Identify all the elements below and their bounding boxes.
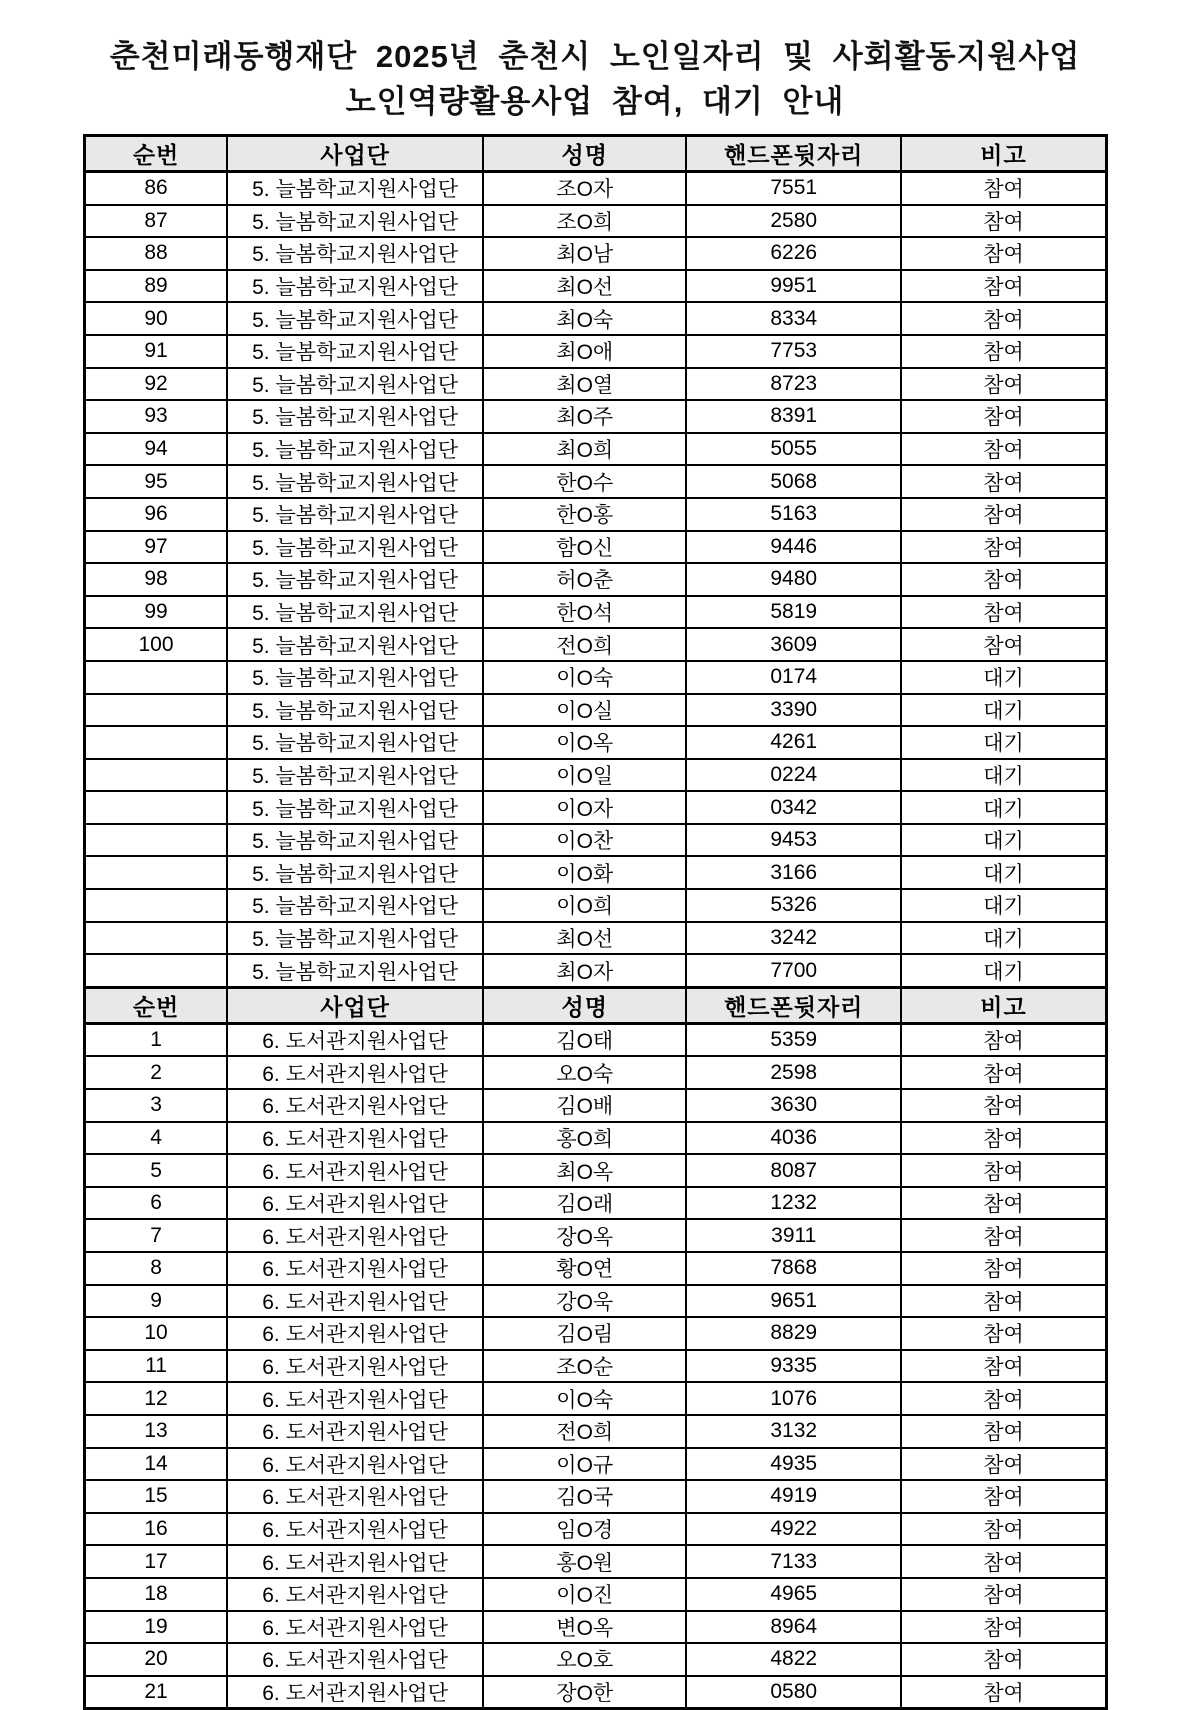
cell-seq: 17 xyxy=(85,1545,228,1578)
cell-phone: 3630 xyxy=(686,1089,901,1122)
cell-seq: 10 xyxy=(85,1317,228,1350)
cell-name: 이O진 xyxy=(483,1578,686,1611)
cell-name: 최O자 xyxy=(483,954,686,987)
cell-group: 6. 도서관지원사업단 xyxy=(227,1480,483,1513)
cell-note: 참여 xyxy=(901,498,1106,531)
cell-seq: 97 xyxy=(85,531,228,564)
table-row xyxy=(85,1350,1107,1383)
cell-note: 참여 xyxy=(901,1611,1106,1644)
cell-phone: 3242 xyxy=(686,922,901,955)
cell-note: 참여 xyxy=(901,205,1106,238)
cell-phone: 3132 xyxy=(686,1415,901,1448)
cell-note: 참여 xyxy=(901,1122,1106,1155)
cell-note: 참여 xyxy=(901,1545,1106,1578)
table-row xyxy=(85,400,1107,433)
cell-note: 참여 xyxy=(901,1578,1106,1611)
cell-seq: 92 xyxy=(85,368,228,401)
cell-seq: 99 xyxy=(85,596,228,629)
cell-phone: 7133 xyxy=(686,1545,901,1578)
cell-name: 최O애 xyxy=(483,335,686,368)
cell-name: 김O국 xyxy=(483,1480,686,1513)
page-title xyxy=(0,0,1190,124)
cell-note: 참여 xyxy=(901,368,1106,401)
cell-note: 참여 xyxy=(901,531,1106,564)
cell-group: 6. 도서관지원사업단 xyxy=(227,1317,483,1350)
cell-name: 허O춘 xyxy=(483,563,686,596)
cell-name: 임O경 xyxy=(483,1513,686,1546)
header-cell-2: 성명 xyxy=(483,136,686,172)
cell-seq: 88 xyxy=(85,237,228,270)
cell-note: 참여 xyxy=(901,335,1106,368)
cell-phone: 2598 xyxy=(686,1056,901,1089)
cell-name: 황O연 xyxy=(483,1252,686,1285)
table-row xyxy=(85,172,1107,205)
cell-seq: 4 xyxy=(85,1122,228,1155)
cell-group: 5. 늘봄학교지원사업단 xyxy=(227,856,483,889)
table-row xyxy=(85,889,1107,922)
cell-name: 이O규 xyxy=(483,1448,686,1481)
cell-note: 참여 xyxy=(901,1285,1106,1318)
cell-phone: 5326 xyxy=(686,889,901,922)
cell-seq: 18 xyxy=(85,1578,228,1611)
cell-seq: 91 xyxy=(85,335,228,368)
cell-group: 5. 늘봄학교지원사업단 xyxy=(227,270,483,303)
cell-phone: 1076 xyxy=(686,1382,901,1415)
cell-group: 5. 늘봄학교지원사업단 xyxy=(227,433,483,466)
cell-group: 5. 늘봄학교지원사업단 xyxy=(227,205,483,238)
cell-group: 6. 도서관지원사업단 xyxy=(227,1089,483,1122)
cell-phone: 0580 xyxy=(686,1676,901,1709)
cell-seq: 7 xyxy=(85,1219,228,1252)
cell-note: 참여 xyxy=(901,1023,1106,1056)
table-row xyxy=(85,1643,1107,1676)
cell-phone: 9453 xyxy=(686,824,901,857)
cell-phone: 0174 xyxy=(686,661,901,694)
cell-name: 함O신 xyxy=(483,531,686,564)
cell-group: 5. 늘봄학교지원사업단 xyxy=(227,694,483,727)
cell-group: 5. 늘봄학교지원사업단 xyxy=(227,791,483,824)
cell-group: 6. 도서관지원사업단 xyxy=(227,1350,483,1383)
cell-note: 참여 xyxy=(901,1219,1106,1252)
table-row xyxy=(85,1023,1107,1056)
header-cell-3: 핸드폰뒷자리 xyxy=(686,987,901,1023)
cell-name: 최O주 xyxy=(483,400,686,433)
cell-note: 참여 xyxy=(901,1056,1106,1089)
table-row xyxy=(85,302,1107,335)
cell-note: 참여 xyxy=(901,1480,1106,1513)
cell-seq: 98 xyxy=(85,563,228,596)
cell-phone: 3609 xyxy=(686,628,901,661)
cell-seq xyxy=(85,954,228,987)
cell-name: 조O순 xyxy=(483,1350,686,1383)
cell-seq: 93 xyxy=(85,400,228,433)
cell-seq: 15 xyxy=(85,1480,228,1513)
cell-group: 6. 도서관지원사업단 xyxy=(227,1415,483,1448)
cell-name: 전O희 xyxy=(483,628,686,661)
cell-note: 대기 xyxy=(901,759,1106,792)
cell-note: 대기 xyxy=(901,889,1106,922)
cell-note: 참여 xyxy=(901,596,1106,629)
cell-seq: 1 xyxy=(85,1023,228,1056)
cell-name: 이O실 xyxy=(483,694,686,727)
cell-group: 6. 도서관지원사업단 xyxy=(227,1122,483,1155)
cell-phone: 9446 xyxy=(686,531,901,564)
cell-note: 대기 xyxy=(901,791,1106,824)
table-row xyxy=(85,694,1107,727)
cell-seq xyxy=(85,726,228,759)
cell-name: 이O옥 xyxy=(483,726,686,759)
table-row xyxy=(85,628,1107,661)
cell-seq: 6 xyxy=(85,1187,228,1220)
cell-group: 5. 늘봄학교지원사업단 xyxy=(227,302,483,335)
cell-phone: 9651 xyxy=(686,1285,901,1318)
header-cell-1: 사업단 xyxy=(227,987,483,1023)
cell-seq: 100 xyxy=(85,628,228,661)
table-row xyxy=(85,1611,1107,1644)
cell-note: 대기 xyxy=(901,954,1106,987)
table-row xyxy=(85,954,1107,987)
cell-seq: 94 xyxy=(85,433,228,466)
table-row xyxy=(85,1285,1107,1318)
cell-phone: 4036 xyxy=(686,1122,901,1155)
cell-group: 6. 도서관지원사업단 xyxy=(227,1154,483,1187)
cell-group: 5. 늘봄학교지원사업단 xyxy=(227,922,483,955)
cell-group: 5. 늘봄학교지원사업단 xyxy=(227,368,483,401)
cell-name: 최O선 xyxy=(483,922,686,955)
cell-phone: 5163 xyxy=(686,498,901,531)
cell-note: 참여 xyxy=(901,302,1106,335)
cell-name: 김O배 xyxy=(483,1089,686,1122)
cell-group: 6. 도서관지원사업단 xyxy=(227,1219,483,1252)
cell-name: 한O수 xyxy=(483,465,686,498)
table-row xyxy=(85,1415,1107,1448)
table-row xyxy=(85,1676,1107,1709)
cell-name: 한O석 xyxy=(483,596,686,629)
cell-phone: 4261 xyxy=(686,726,901,759)
table-row xyxy=(85,1480,1107,1513)
cell-name: 오O숙 xyxy=(483,1056,686,1089)
header-row xyxy=(85,136,1107,172)
header-cell-3: 핸드폰뒷자리 xyxy=(686,136,901,172)
table-row xyxy=(85,856,1107,889)
cell-name: 오O호 xyxy=(483,1643,686,1676)
cell-group: 6. 도서관지원사업단 xyxy=(227,1513,483,1546)
cell-group: 5. 늘봄학교지원사업단 xyxy=(227,759,483,792)
cell-phone: 4922 xyxy=(686,1513,901,1546)
cell-phone: 3911 xyxy=(686,1219,901,1252)
table-row xyxy=(85,661,1107,694)
cell-seq: 16 xyxy=(85,1513,228,1546)
cell-seq: 20 xyxy=(85,1643,228,1676)
cell-name: 최O선 xyxy=(483,270,686,303)
cell-seq: 87 xyxy=(85,205,228,238)
cell-note: 참여 xyxy=(901,1382,1106,1415)
table-row xyxy=(85,824,1107,857)
cell-note: 대기 xyxy=(901,661,1106,694)
table-row xyxy=(85,922,1107,955)
cell-name: 최O옥 xyxy=(483,1154,686,1187)
cell-seq xyxy=(85,661,228,694)
cell-phone: 3390 xyxy=(686,694,901,727)
cell-group: 5. 늘봄학교지원사업단 xyxy=(227,954,483,987)
table-row xyxy=(85,1252,1107,1285)
cell-seq xyxy=(85,922,228,955)
cell-note: 참여 xyxy=(901,1676,1106,1709)
table-row xyxy=(85,1089,1107,1122)
cell-name: 최O희 xyxy=(483,433,686,466)
cell-seq xyxy=(85,889,228,922)
cell-name: 홍O원 xyxy=(483,1545,686,1578)
table-row xyxy=(85,498,1107,531)
cell-phone: 5359 xyxy=(686,1023,901,1056)
cell-seq: 95 xyxy=(85,465,228,498)
table-row xyxy=(85,1448,1107,1481)
cell-phone: 6226 xyxy=(686,237,901,270)
cell-group: 5. 늘봄학교지원사업단 xyxy=(227,596,483,629)
cell-phone: 5055 xyxy=(686,433,901,466)
cell-seq: 89 xyxy=(85,270,228,303)
header-cell-2: 성명 xyxy=(483,987,686,1023)
cell-phone: 4822 xyxy=(686,1643,901,1676)
cell-note: 대기 xyxy=(901,922,1106,955)
cell-phone: 7551 xyxy=(686,172,901,205)
cell-group: 6. 도서관지원사업단 xyxy=(227,1056,483,1089)
cell-seq xyxy=(85,694,228,727)
cell-name: 이O희 xyxy=(483,889,686,922)
cell-seq: 8 xyxy=(85,1252,228,1285)
cell-note: 참여 xyxy=(901,628,1106,661)
cell-phone: 4965 xyxy=(686,1578,901,1611)
cell-phone: 4935 xyxy=(686,1448,901,1481)
cell-group: 6. 도서관지원사업단 xyxy=(227,1611,483,1644)
cell-phone: 9480 xyxy=(686,563,901,596)
cell-seq xyxy=(85,791,228,824)
cell-note: 참여 xyxy=(901,172,1106,205)
table-row xyxy=(85,596,1107,629)
cell-phone: 8964 xyxy=(686,1611,901,1644)
cell-group: 5. 늘봄학교지원사업단 xyxy=(227,563,483,596)
cell-name: 이O화 xyxy=(483,856,686,889)
cell-group: 5. 늘봄학교지원사업단 xyxy=(227,498,483,531)
cell-phone: 8087 xyxy=(686,1154,901,1187)
cell-phone: 9951 xyxy=(686,270,901,303)
header-cell-4: 비고 xyxy=(901,136,1106,172)
table-row xyxy=(85,1545,1107,1578)
cell-name: 이O숙 xyxy=(483,661,686,694)
cell-phone: 8723 xyxy=(686,368,901,401)
cell-name: 홍O희 xyxy=(483,1122,686,1155)
cell-note: 참여 xyxy=(901,1643,1106,1676)
cell-name: 조O자 xyxy=(483,172,686,205)
cell-phone: 5819 xyxy=(686,596,901,629)
table-row xyxy=(85,563,1107,596)
cell-group: 6. 도서관지원사업단 xyxy=(227,1676,483,1709)
table-row xyxy=(85,1219,1107,1252)
cell-note: 참여 xyxy=(901,270,1106,303)
cell-phone: 8334 xyxy=(686,302,901,335)
cell-group: 6. 도서관지원사업단 xyxy=(227,1252,483,1285)
cell-note: 참여 xyxy=(901,1317,1106,1350)
cell-name: 김O림 xyxy=(483,1317,686,1350)
cell-seq: 12 xyxy=(85,1382,228,1415)
roster-table-body xyxy=(85,136,1107,1709)
cell-phone: 0224 xyxy=(686,759,901,792)
cell-phone: 0342 xyxy=(686,791,901,824)
table-row xyxy=(85,759,1107,792)
cell-group: 5. 늘봄학교지원사업단 xyxy=(227,824,483,857)
cell-seq: 14 xyxy=(85,1448,228,1481)
table-row xyxy=(85,335,1107,368)
table-row xyxy=(85,433,1107,466)
cell-phone: 7868 xyxy=(686,1252,901,1285)
cell-name: 전O희 xyxy=(483,1415,686,1448)
cell-phone: 8829 xyxy=(686,1317,901,1350)
cell-note: 참여 xyxy=(901,400,1106,433)
cell-note: 대기 xyxy=(901,694,1106,727)
table-row xyxy=(85,1056,1107,1089)
roster-table xyxy=(83,134,1108,1710)
cell-name: 최O열 xyxy=(483,368,686,401)
cell-name: 조O희 xyxy=(483,205,686,238)
cell-note: 참여 xyxy=(901,1513,1106,1546)
cell-note: 대기 xyxy=(901,824,1106,857)
cell-phone: 9335 xyxy=(686,1350,901,1383)
cell-seq: 86 xyxy=(85,172,228,205)
cell-note: 참여 xyxy=(901,1154,1106,1187)
header-cell-0: 순번 xyxy=(85,987,228,1023)
cell-group: 6. 도서관지원사업단 xyxy=(227,1285,483,1318)
cell-seq: 11 xyxy=(85,1350,228,1383)
page-title-line1: 춘천미래동행재단 2025년 춘천시 노인일자리 및 사회활동지원사업 xyxy=(109,39,1081,74)
cell-group: 5. 늘봄학교지원사업단 xyxy=(227,400,483,433)
cell-phone: 1232 xyxy=(686,1187,901,1220)
cell-group: 5. 늘봄학교지원사업단 xyxy=(227,889,483,922)
cell-group: 5. 늘봄학교지원사업단 xyxy=(227,237,483,270)
cell-seq: 19 xyxy=(85,1611,228,1644)
header-row xyxy=(85,987,1107,1023)
table-row xyxy=(85,791,1107,824)
cell-seq: 2 xyxy=(85,1056,228,1089)
cell-group: 6. 도서관지원사업단 xyxy=(227,1448,483,1481)
cell-seq xyxy=(85,824,228,857)
cell-name: 이O숙 xyxy=(483,1382,686,1415)
cell-name: 한O홍 xyxy=(483,498,686,531)
cell-group: 6. 도서관지원사업단 xyxy=(227,1643,483,1676)
cell-group: 6. 도서관지원사업단 xyxy=(227,1023,483,1056)
table-row xyxy=(85,368,1107,401)
cell-note: 참여 xyxy=(901,237,1106,270)
cell-note: 참여 xyxy=(901,563,1106,596)
cell-seq: 90 xyxy=(85,302,228,335)
cell-group: 6. 도서관지원사업단 xyxy=(227,1578,483,1611)
table-row xyxy=(85,1122,1107,1155)
cell-seq: 3 xyxy=(85,1089,228,1122)
cell-note: 대기 xyxy=(901,856,1106,889)
page-title-line2: 노인역량활용사업 참여, 대기 안내 xyxy=(345,84,845,119)
cell-note: 참여 xyxy=(901,1089,1106,1122)
cell-group: 6. 도서관지원사업단 xyxy=(227,1382,483,1415)
cell-name: 김O태 xyxy=(483,1023,686,1056)
table-row xyxy=(85,726,1107,759)
cell-seq xyxy=(85,759,228,792)
header-cell-1: 사업단 xyxy=(227,136,483,172)
cell-group: 6. 도서관지원사업단 xyxy=(227,1545,483,1578)
table-row xyxy=(85,1382,1107,1415)
cell-seq: 9 xyxy=(85,1285,228,1318)
cell-group: 5. 늘봄학교지원사업단 xyxy=(227,465,483,498)
cell-group: 5. 늘봄학교지원사업단 xyxy=(227,661,483,694)
cell-phone: 7700 xyxy=(686,954,901,987)
cell-group: 5. 늘봄학교지원사업단 xyxy=(227,531,483,564)
cell-name: 최O남 xyxy=(483,237,686,270)
cell-note: 참여 xyxy=(901,1448,1106,1481)
cell-name: 이O찬 xyxy=(483,824,686,857)
cell-name: 이O일 xyxy=(483,759,686,792)
cell-note: 참여 xyxy=(901,433,1106,466)
cell-note: 참여 xyxy=(901,1415,1106,1448)
cell-group: 6. 도서관지원사업단 xyxy=(227,1187,483,1220)
table-row xyxy=(85,205,1107,238)
cell-seq: 96 xyxy=(85,498,228,531)
table-row xyxy=(85,465,1107,498)
cell-group: 5. 늘봄학교지원사업단 xyxy=(227,172,483,205)
cell-group: 5. 늘봄학교지원사업단 xyxy=(227,726,483,759)
table-row xyxy=(85,1187,1107,1220)
cell-seq: 13 xyxy=(85,1415,228,1448)
cell-name: 강O욱 xyxy=(483,1285,686,1318)
cell-name: 변O옥 xyxy=(483,1611,686,1644)
cell-name: 장O옥 xyxy=(483,1219,686,1252)
cell-phone: 2580 xyxy=(686,205,901,238)
table-row xyxy=(85,1317,1107,1350)
table-row xyxy=(85,531,1107,564)
cell-name: 장O한 xyxy=(483,1676,686,1709)
cell-name: 김O래 xyxy=(483,1187,686,1220)
cell-phone: 5068 xyxy=(686,465,901,498)
cell-name: 이O자 xyxy=(483,791,686,824)
cell-note: 참여 xyxy=(901,1350,1106,1383)
table-row xyxy=(85,1513,1107,1546)
cell-note: 대기 xyxy=(901,726,1106,759)
cell-name: 최O숙 xyxy=(483,302,686,335)
header-cell-4: 비고 xyxy=(901,987,1106,1023)
cell-phone: 3166 xyxy=(686,856,901,889)
cell-note: 참여 xyxy=(901,1252,1106,1285)
cell-note: 참여 xyxy=(901,1187,1106,1220)
table-row xyxy=(85,237,1107,270)
cell-seq: 21 xyxy=(85,1676,228,1709)
cell-phone: 7753 xyxy=(686,335,901,368)
cell-phone: 8391 xyxy=(686,400,901,433)
cell-note: 참여 xyxy=(901,465,1106,498)
cell-group: 5. 늘봄학교지원사업단 xyxy=(227,335,483,368)
table-row xyxy=(85,270,1107,303)
cell-seq: 5 xyxy=(85,1154,228,1187)
table-row xyxy=(85,1578,1107,1611)
cell-phone: 4919 xyxy=(686,1480,901,1513)
cell-seq xyxy=(85,856,228,889)
cell-group: 5. 늘봄학교지원사업단 xyxy=(227,628,483,661)
header-cell-0: 순번 xyxy=(85,136,228,172)
table-row xyxy=(85,1154,1107,1187)
